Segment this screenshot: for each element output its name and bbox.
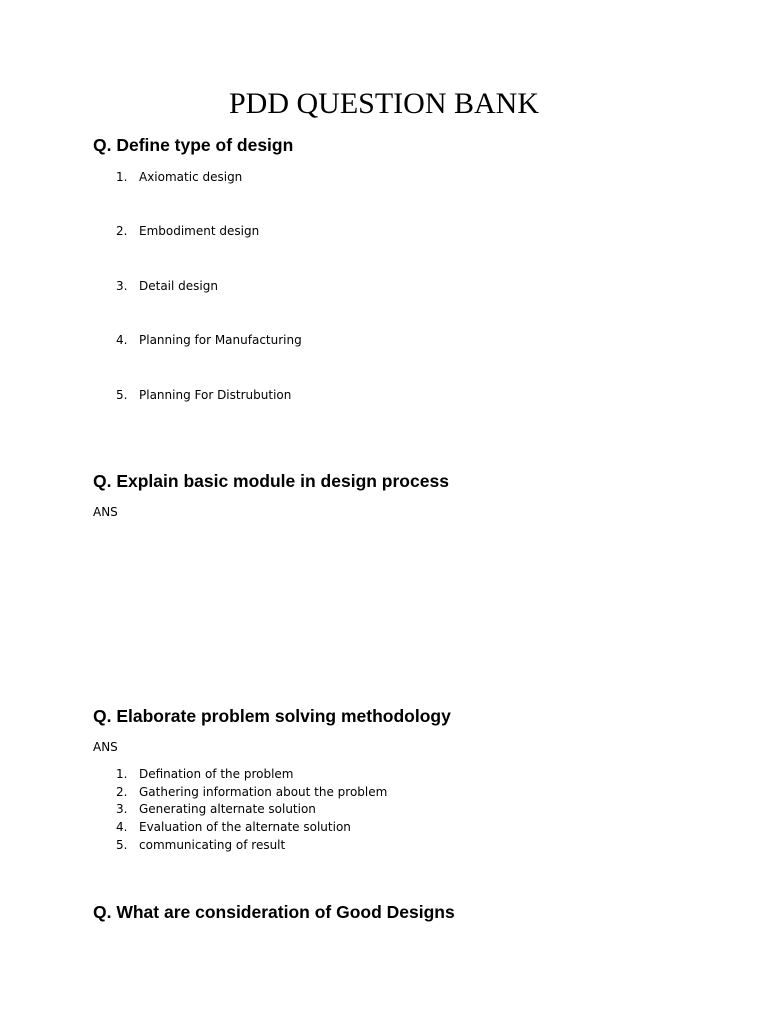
list-item-text: Generating alternate solution xyxy=(139,802,316,816)
answer-label: ANS xyxy=(93,505,118,519)
list-item-text: Axiomatic design xyxy=(139,170,243,184)
list-item-number: 2. xyxy=(116,224,128,238)
question-heading: Q. What are consideration of Good Designs xyxy=(93,902,455,922)
list-item-number: 4. xyxy=(116,820,128,834)
question-heading: Q. Elaborate problem solving methodology xyxy=(93,706,451,726)
list-item-text: Evaluation of the alternate solution xyxy=(139,820,351,834)
list-item-number: 5. xyxy=(116,388,128,402)
list-item-number: 3. xyxy=(116,279,128,293)
list-item-text: Gathering information about the problem xyxy=(139,785,388,799)
list-item-number: 5. xyxy=(116,838,128,852)
list-item-text: Planning for Manufacturing xyxy=(139,333,302,347)
answer-label: ANS xyxy=(93,740,118,754)
list-item-number: 1. xyxy=(116,170,128,184)
list-item-text: Planning For Distrubution xyxy=(139,388,292,402)
list-item-number: 2. xyxy=(116,785,128,799)
list-item-text: Embodiment design xyxy=(139,224,260,238)
list-item-number: 4. xyxy=(116,333,128,347)
question-heading: Q. Define type of design xyxy=(93,135,294,155)
list-item-number: 3. xyxy=(116,802,128,816)
list-item-text: Defination of the problem xyxy=(139,767,294,781)
page-title: PDD QUESTION BANK xyxy=(228,87,539,120)
list-item-number: 1. xyxy=(116,767,128,781)
list-item-text: Detail design xyxy=(139,279,218,293)
list-item-text: communicating of result xyxy=(139,838,286,852)
question-heading: Q. Explain basic module in design process xyxy=(93,471,449,491)
